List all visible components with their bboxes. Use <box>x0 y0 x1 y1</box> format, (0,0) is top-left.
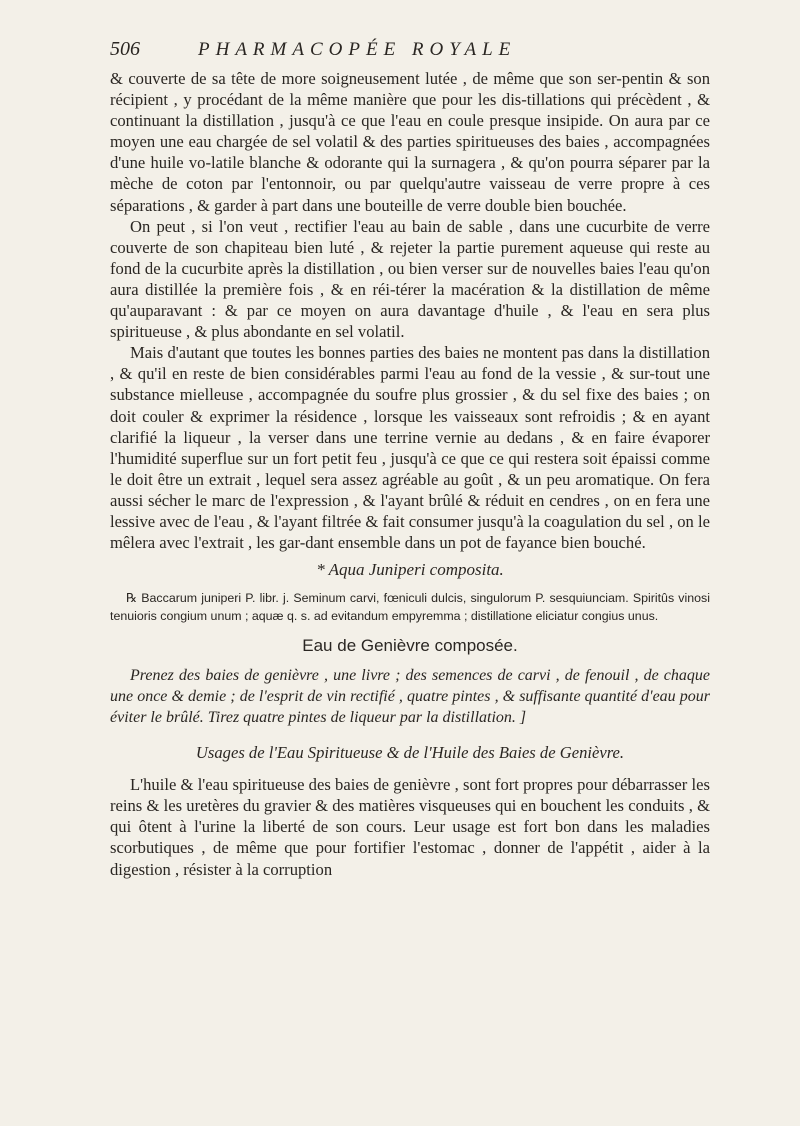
page-header <box>110 38 710 64</box>
page-number: 506 <box>110 38 140 60</box>
paragraph-1: & couverte de sa tête de more soigneusement lutée , de même que son ser-pentin & son récipient , y procédant de la même manière que pour les dis-tillations qui précèdent , & continuant la distillation , jusqu'à ce que l'eau en coule presque insipide. On aura par ce moyen une eau chargée de sel volatil & des parties spiritueuses des baies , accompagnées d'une huile vo-latile blanche & odorante qui la surnagera , & qu'on pourra séparer par la mèche de coton par l'entonnoir, ou par quelqu'autre vaisseau de verre propre à ces séparations , & garder à part dans une bouteille de verre double bien bouchée. <box>110 69 710 215</box>
paragraph-2: On peut , si l'on veut , rectifier l'eau au bain de sable , dans une cucurbite de verre couverte de son chapiteau bien luté , & rejeter la partie purement aqueuse qui reste au fond de la cucurbite après la distillation , ou bien verser sur de nouvelles baies l'eau qu'on aura distillée la première fois , & en réi-térer la macération & la distillation de même qu'auparavant : & par ce moyen on aura davantage d'huile , & l'eau en sera plus spiritueuse , & plus abondante en sel volatil. <box>110 216 710 342</box>
usage-paragraph: L'huile & l'eau spiritueuse des baies de genièvre , sont fort propres pour débarrasser les reins & les uretères du gravier & des matières visqueuses qui en bouchent les conduits , & qui ôtent à l'urine la liberté de son cours. Leur usage est fort bon dans les maladies scorbutiques , de même que pour fortifier l'estomac , donner de l'appétit , aider à la digestion , résister à la corruption <box>110 775 710 879</box>
book-page <box>110 38 710 880</box>
french-title: Eau de Genièvre composée. <box>302 636 518 656</box>
paragraph-3: Mais d'autant que toutes les bonnes parties des baies ne montent pas dans la distillation , & qu'il en reste de bien considérables parmi l'eau au fond de la vessie , & sur-tout une substance mielleuse , accompagnée du soufre plus grossier , & du sel fixe des baies ; on doit couler & exprimer la résidence , lorsque les vaisseaux sont refroidis ; & en ayant clarifié la liqueur , la verser dans une terrine vernie au dedans , & en faire évaporer l'humidité superflue sur un fort petit feu , jusqu'à ce que ce qui restera soit épaissi comme le doit être un extrait , lequel sera assez agréable au goût , & un peu aromatique. On fera aussi sécher le marc de l'expression , & l'ayant brûlé & réduit en cendres , on en fera une lessive avec de l'eau , & l'ayant filtrée & fait consumer jusqu'à la coagulation du sel , on le mêlera avec l'extrait , les gar-dant ensemble dans un pot de fayance bien bouché. <box>110 343 710 553</box>
latin-recipe: ℞ Baccarum juniperi P. libr. j. Seminum carvi, fœniculi dulcis, singulorum P. sesquiunciam. Spiritûs vinosi tenuioris congium unum ; aquæ q. s. ad evitandum empyremma ; distillatione eliciatur congius unus. <box>110 591 710 624</box>
french-recipe: Prenez des baies de genièvre , une livre ; des semences de carvi , de fenouil , de chaque une once & demie ; de l'esprit de vin rectifié , quatre pintes , & suffisante quantité d'eau pour éviter le brûlé. Tirez quatre pintes de liqueur par la distillation. ] <box>110 667 710 727</box>
running-title: PHARMACOPÉE ROYALE <box>198 39 517 60</box>
usage-title: Usages de l'Eau Spiritueuse & de l'Huile des Baies de Genièvre. <box>195 743 625 763</box>
latin-title: * Aqua Juniperi composita. <box>316 560 504 580</box>
